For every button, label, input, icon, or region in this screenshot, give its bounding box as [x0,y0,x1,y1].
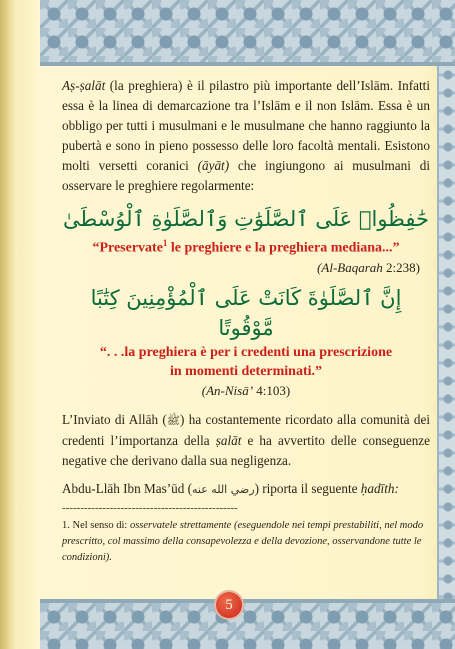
intro-paragraph: Aṣ-ṣalāt (la preghiera) è il pilastro più importante dell’Islām. Infatti essa è la linea di demarcazione tra l’Islām e il non Islām. Essa è un obbligo per tutti i musulmani e le musulmane che hanno raggiunto la pubertà e sono in pieno possesso delle loro facoltà mentali. Esistono molti versetti coranici (āyāt) che ingiungono ai musulmani di osservare le preghiere regolarmente: [62,78,430,193]
book-spine-shadow [0,0,18,649]
term-as-salat: Aṣ-ṣalāt [62,78,106,93]
term-hadith: ḥadīth: [360,480,399,496]
verse2-translation: “. . .la preghiera è per i credenti una prescrizione in momenti determinati.” [99,344,393,379]
page-content [62,76,430,566]
top-ornamental-band [40,0,455,62]
verse1-translation: “Preservate$^1$ le preghiere e la preghiera mediana...” [92,238,400,256]
footnote-marker: 1 [162,238,168,248]
prophet-paragraph: L’Inviato di Allāh (ﷺ) ha costantemente ricordato alla comunità dei credenti l’importanza della ṣalāt e ha avvertito delle conseguenze negative che derivano dalla sua negligenza. [62,411,430,468]
verse1-arabic: حَٰفِظُوا۟ عَلَى ٱلصَّلَوَٰتِ وَٱلصَّلَوٰةِ ٱلْوُسْطَىٰ [62,207,430,231]
page-number-badge: 5 [216,592,242,618]
top-band-edge [40,62,455,66]
bottom-ornamental-band [40,603,455,649]
radi-symbol: رضي الله عنه [192,482,255,496]
verse1-reference: (Al-Baqarah 2:238) [317,259,420,275]
term-salat: ṣalāt [215,432,242,448]
verse2-reference: (An-Nisā’ 4:103) [201,382,291,398]
verse2-arabic: إِنَّ ٱلصَّلَوٰةَ كَانَتْ عَلَى ٱلْمُؤْمِنِينَ كِتَٰبًا مَّوْقُوتًا [90,285,402,340]
term-ayat: (āyāt) [197,158,230,173]
hadith-intro-paragraph: Abdu-Llāh Ibn Mas’ūd (رضي الله عنه) riporta il seguente ḥadīth: [62,480,399,496]
footnote: 1. Nel senso di: osservatele strettamente (eseguendole nei tempi prestabiliti, nel modo prescritto, col massimo della consapevolezza e della devozione, osservandone tutte le condizioni). [62,519,424,563]
right-ornamental-border [437,66,455,599]
salawat-symbol: ﷺ [166,413,181,427]
footnote-separator: ------------------------------------------------ [62,501,238,514]
